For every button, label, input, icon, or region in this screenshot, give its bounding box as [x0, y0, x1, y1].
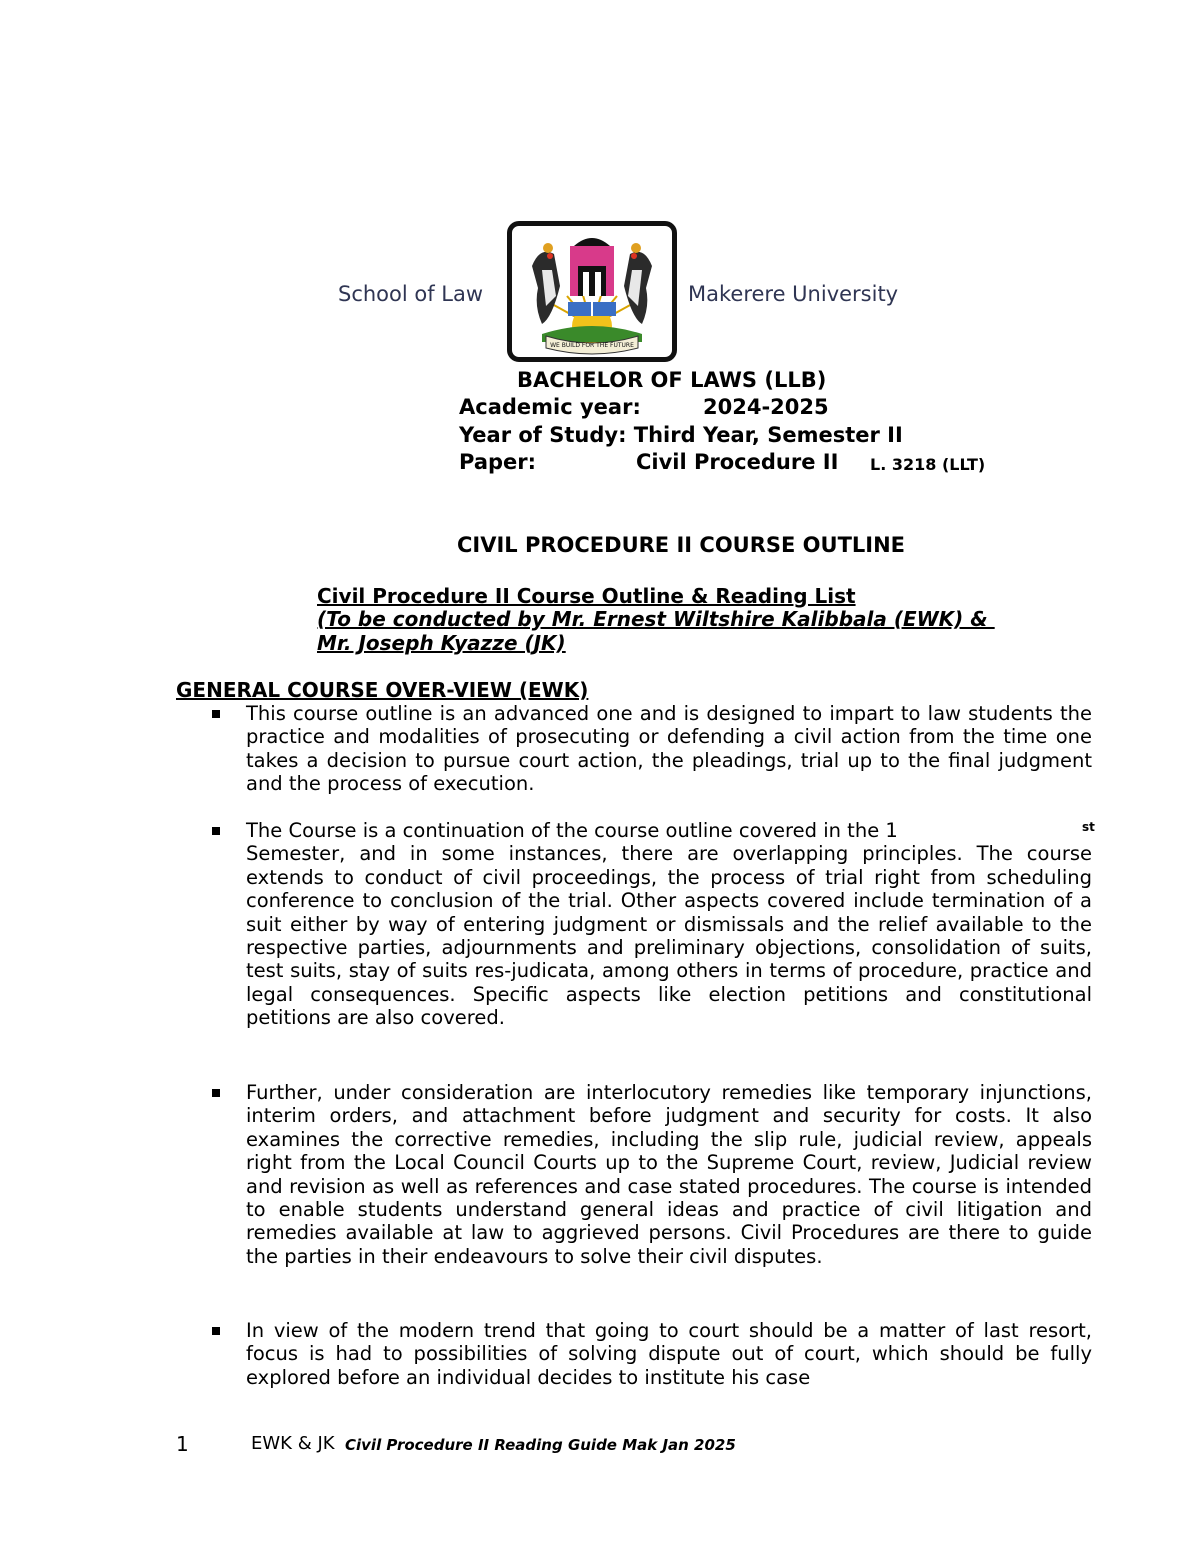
- year-of-study: Year of Study: Third Year, Semester II: [459, 423, 903, 447]
- paper-value: Civil Procedure II: [636, 450, 839, 474]
- academic-year-value: 2024-2025: [703, 395, 829, 419]
- overview-bullet-4: In view of the modern trend that going to court should be a matter of last resort, focus is had to possibilities of solving dispute out of court, which should be fully explored before an individual decides to institute his case: [246, 1319, 1092, 1389]
- school-label: School of Law: [338, 282, 484, 306]
- paper-label: Paper:: [459, 450, 537, 474]
- paper-code: L. 3218 (LLT): [870, 455, 986, 474]
- outline-title: CIVIL PROCEDURE II COURSE OUTLINE: [457, 533, 906, 557]
- conducted-by-line-2: Mr. Joseph Kyazze (JK): [317, 631, 566, 655]
- university-crest-logo: [507, 221, 677, 362]
- overview-bullet-2-first-line: The Course is a continuation of the course outline covered in the 1: [246, 819, 898, 842]
- footer-authors: EWK & JK: [251, 1433, 335, 1454]
- superscript-st: st: [1082, 820, 1095, 834]
- outline-subtitle: Civil Procedure II Course Outline & Reading List: [317, 584, 856, 608]
- crest-motto: WE BUILD FOR THE FUTURE: [550, 342, 634, 349]
- overview-bullet-2: [246, 819, 1092, 1030]
- bullet-icon: [212, 827, 220, 835]
- university-label: Makerere University: [688, 282, 899, 306]
- overview-bullet-2-rest: Semester, and in some instances, there are overlapping principles. The course extends to conduct of civil proceedings, the process of trial right from scheduling conference to conclusion of the trial. Other aspects covered include termination of a suit either by way of entering judgment or dismissals and the relief available to the respective parties, adjournments and preliminary objections, consolidation of suits, test suits, stay of suits res-judicata, among others in terms of procedure, practice and legal consequences. Specific aspects like election petitions and constitutional petitions are also covered.: [246, 842, 1092, 1030]
- overview-bullet-3: Further, under consideration are interlocutory remedies like temporary injunctions, interim orders, and attachment before judgment and security for costs. It also examines the corrective remedies, including the slip rule, judicial review, appeals right from the Local Council Courts up to the Supreme Court, review, Judicial review and revision as well as references and case stated procedures. The course is intended to enable students understand general ideas and practice of civil litigation and remedies available at law to aggrieved persons. Civil Procedures are there to guide the parties in their endeavours to solve their civil disputes.: [246, 1081, 1092, 1268]
- crest-emblem-icon: [512, 226, 672, 357]
- conducted-by-line-1: (To be conducted by Mr. Ernest Wiltshire Kalibbala (EWK) &: [317, 607, 995, 631]
- page-number: 1: [176, 1432, 189, 1456]
- degree-title: BACHELOR OF LAWS (LLB): [517, 368, 827, 392]
- bullet-icon: [212, 1327, 220, 1335]
- bullet-icon: [212, 710, 220, 718]
- footer-doc-title: Civil Procedure II Reading Guide Mak Jan 2025: [345, 1436, 736, 1454]
- overview-bullet-1: This course outline is an advanced one and is designed to impart to law students the practice and modalities of prosecuting or defending a civil action from the time one takes a decision to pursue court action, the pleadings, trial up to the final judgment and the process of execution.: [246, 702, 1092, 796]
- overview-heading: GENERAL COURSE OVER-VIEW (EWK): [176, 678, 589, 702]
- bullet-icon: [212, 1089, 220, 1097]
- academic-year-label: Academic year:: [459, 395, 641, 419]
